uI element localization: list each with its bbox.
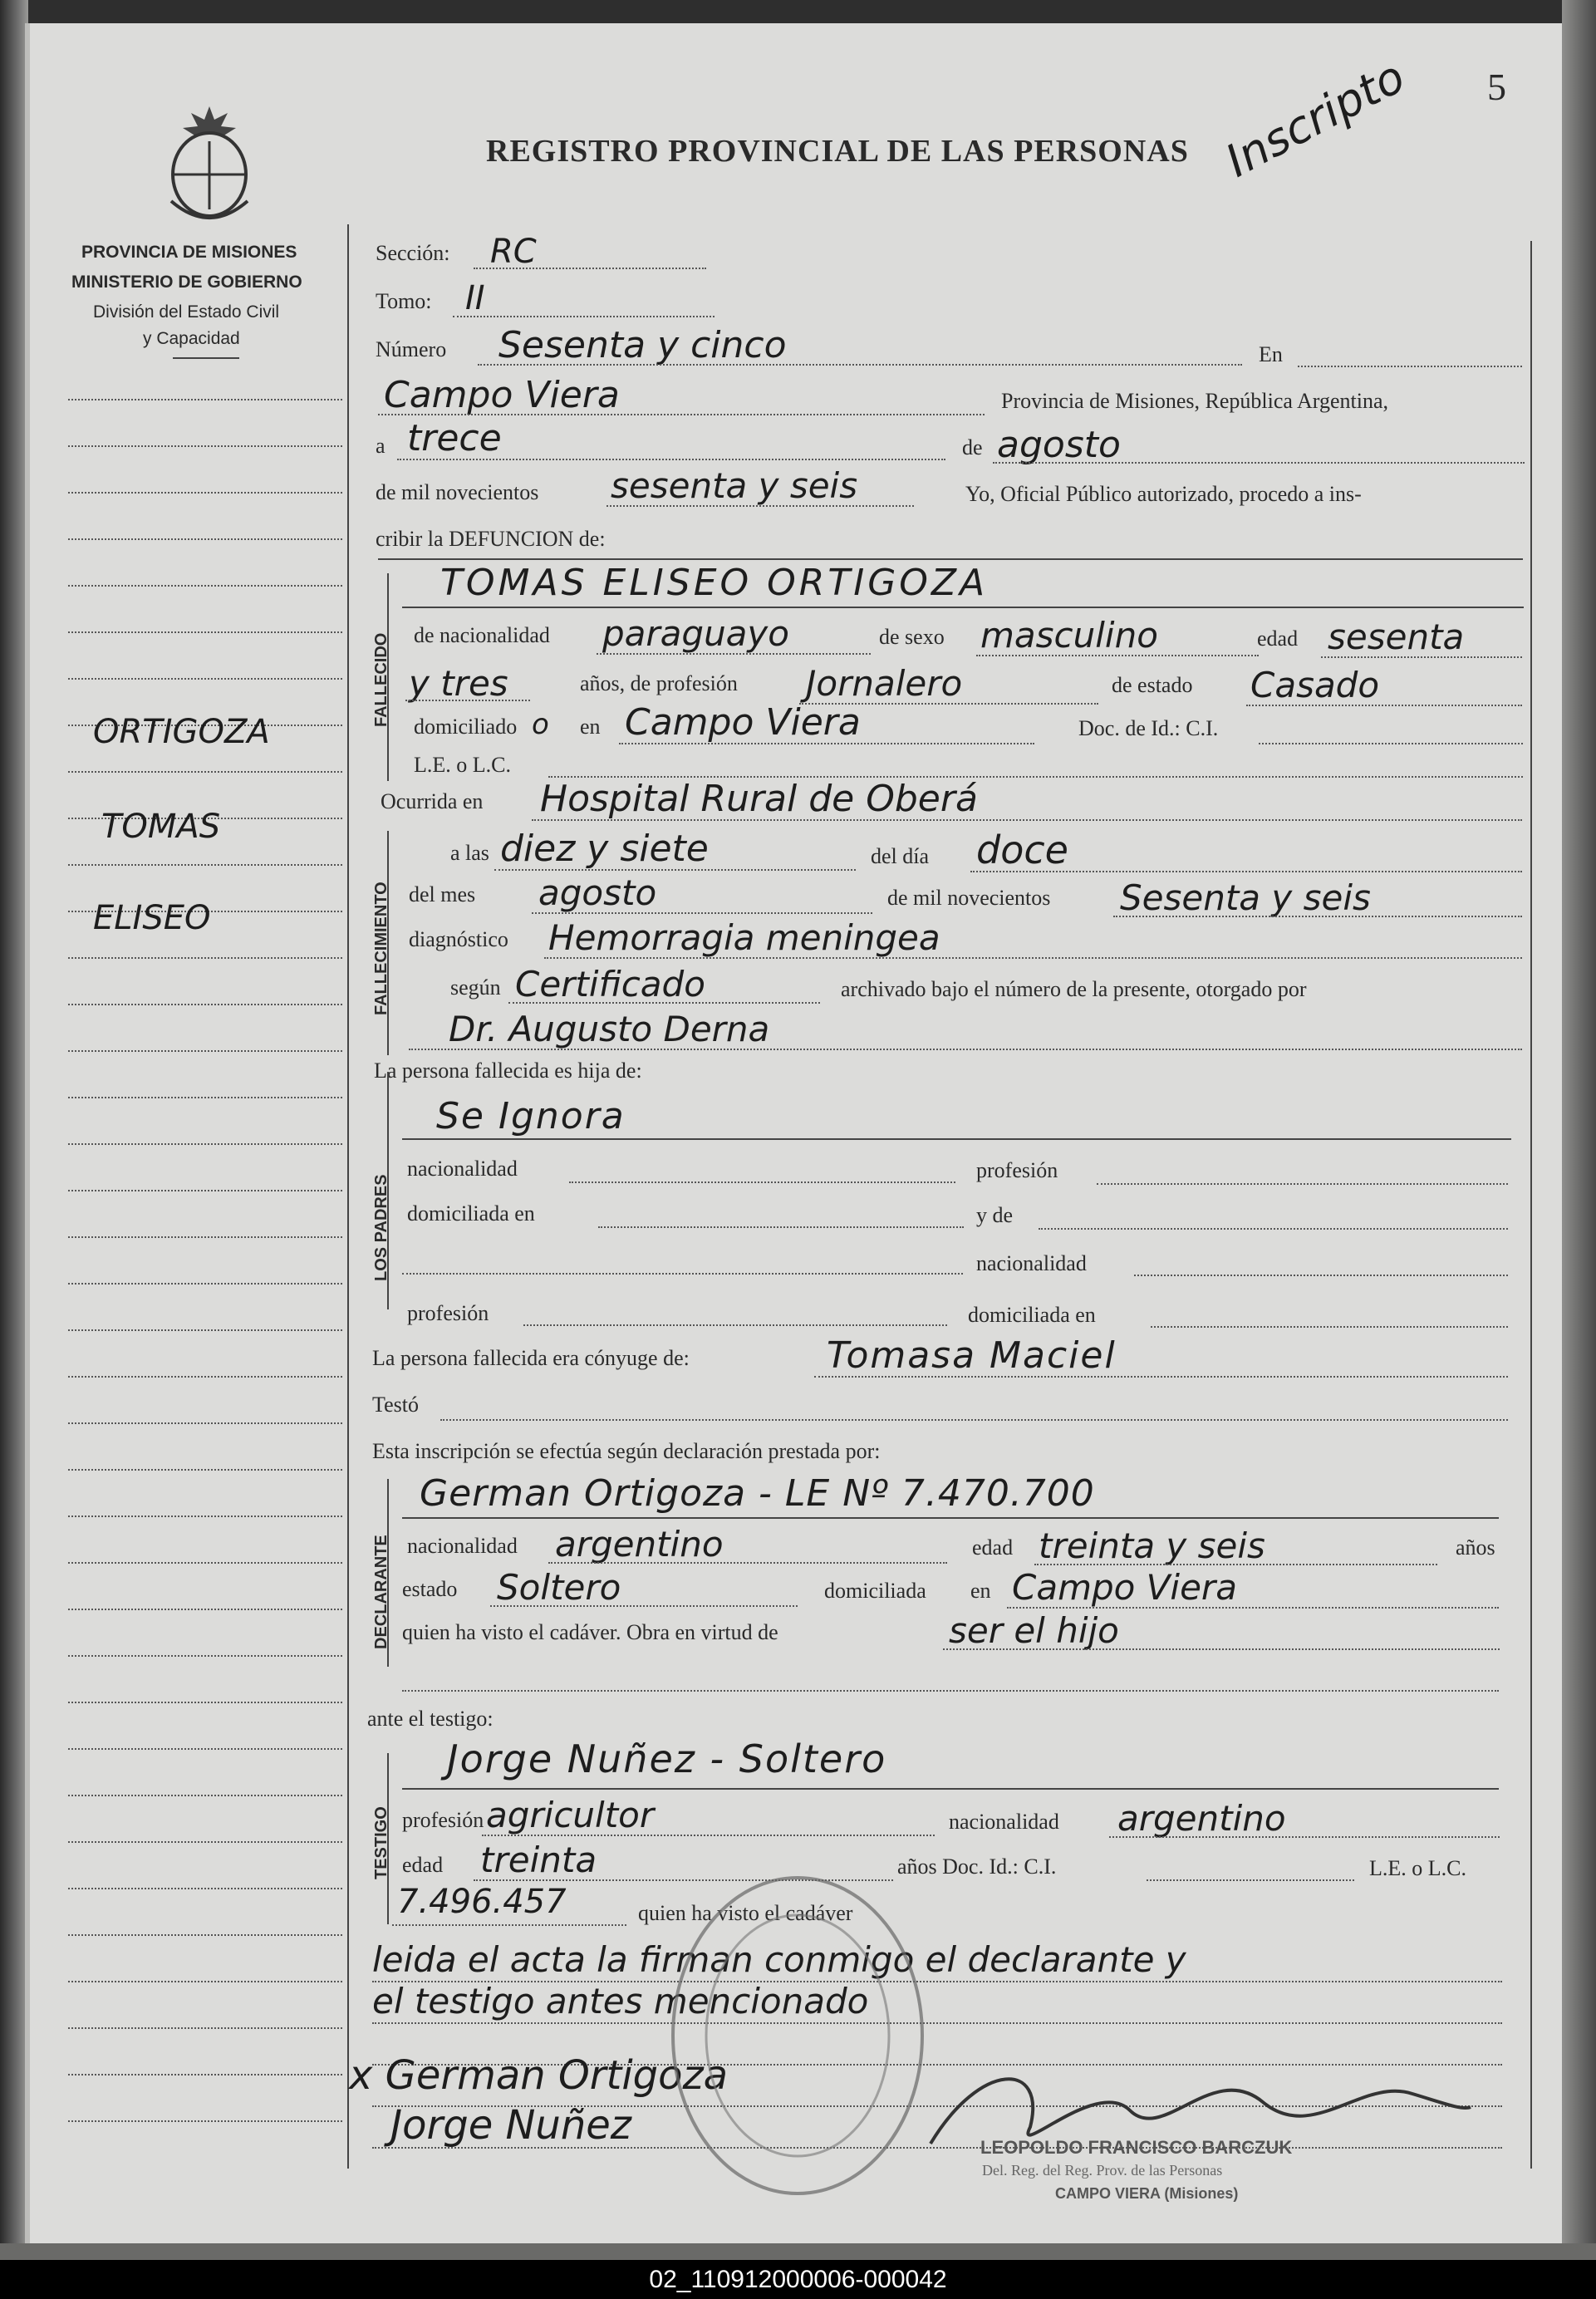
- line-padre-profesion: [1097, 1183, 1508, 1185]
- org-province: PROVINCIA DE MISIONES: [81, 243, 297, 262]
- line-dec-edad: [1034, 1564, 1437, 1565]
- org-capacity: y Capacidad: [143, 329, 240, 348]
- value-tes-edad: treinta: [480, 1840, 597, 1880]
- line-tomo: [453, 316, 715, 317]
- label-de-mil: de mil novecientos: [376, 480, 539, 504]
- value-nacionalidad: paraguayo: [602, 613, 789, 654]
- left-ruled-line: [68, 1562, 342, 1564]
- label-del-dia: del día: [871, 844, 930, 868]
- line-anio-muerte: [1113, 916, 1522, 917]
- label-padre-profesion: profesión: [976, 1158, 1058, 1182]
- line-padre-nacionalidad: [569, 1181, 955, 1183]
- line-dia-muerte: [970, 871, 1522, 872]
- label-madre-nacionalidad: nacionalidad: [976, 1251, 1087, 1275]
- left-ruled-line: [68, 1190, 342, 1191]
- line-edad2: [405, 700, 530, 701]
- margin-name2: ELISEO: [93, 899, 211, 937]
- line-en: [1298, 366, 1522, 367]
- line-mes: [993, 462, 1525, 464]
- value-dec-domicilio: Campo Viera: [1012, 1567, 1237, 1608]
- value-padres: Se Ignora: [436, 1095, 626, 1137]
- label-tes-anos-doc: años Doc. Id.: C.I.: [897, 1854, 1057, 1879]
- value-profesion: Jornalero: [806, 663, 963, 704]
- value-conyuge: Tomasa Maciel: [827, 1334, 1117, 1377]
- label-ocurrida: Ocurrida en: [381, 789, 484, 813]
- line-difunto: [402, 607, 1524, 608]
- line-testigo: [402, 1788, 1499, 1790]
- left-ruled-line: [68, 1795, 342, 1796]
- left-ruled-line: [68, 1422, 342, 1424]
- value-tes-doc: 7.496.457: [397, 1883, 567, 1921]
- label-tes-visto: quien ha visto el cadáver: [638, 1901, 853, 1925]
- label-tes-nacionalidad: nacionalidad: [949, 1810, 1059, 1834]
- signature-testigo: Jorge Nuñez: [390, 2102, 631, 2149]
- label-en-domicilio: en: [580, 715, 601, 739]
- section-divider-fallecido-top: [378, 558, 1523, 560]
- label-hija-de: La persona fallecida es hija de:: [374, 1059, 642, 1083]
- left-ruled-line: [68, 1515, 342, 1517]
- label-testo: Testó: [372, 1393, 419, 1417]
- seal-name: LEOPOLDO FRANCISCO BARCZUK: [980, 2137, 1293, 2158]
- line-madre-domiciliada: [1151, 1326, 1508, 1328]
- line-dec-domicilio: [1007, 1607, 1499, 1609]
- label-de-sexo: de sexo: [879, 625, 945, 649]
- label-padre-domiciliada: domiciliada en: [407, 1201, 535, 1226]
- line-dec-blank: [402, 1690, 1499, 1692]
- value-dec-edad: treinta y seis: [1039, 1525, 1265, 1566]
- label-cribir: cribir la DEFUNCION de:: [376, 527, 606, 551]
- line-dec-estado: [490, 1605, 798, 1607]
- margin-name1: TOMAS: [101, 808, 221, 846]
- book-binding: [0, 0, 28, 2299]
- value-tes-profesion: agricultor: [486, 1795, 655, 1835]
- seal-line3: CAMPO VIERA (Misiones): [1055, 2185, 1239, 2202]
- value-tes-nacionalidad: argentino: [1117, 1798, 1286, 1839]
- line-dec-nacionalidad: [548, 1562, 947, 1564]
- left-panel-border: [347, 224, 349, 2169]
- left-ruled-line: [68, 2074, 342, 2075]
- left-ruled-line: [68, 1748, 342, 1750]
- left-ruled-line: [68, 492, 342, 494]
- line-edad1: [1321, 656, 1522, 658]
- label-doc-id: Doc. de Id.: C.I.: [1078, 716, 1219, 740]
- line-doc-id: [1259, 743, 1523, 744]
- label-conyuge: La persona fallecida era cónyuge de:: [372, 1346, 690, 1370]
- value-tomo: II: [465, 279, 485, 317]
- inscripto-stamp: Inscripto: [1217, 50, 1413, 188]
- left-ruled-line: [68, 1329, 342, 1331]
- line-dec-virtud: [943, 1648, 1500, 1650]
- label-a: a: [376, 434, 385, 458]
- value-dec-nacionalidad: argentino: [555, 1524, 724, 1565]
- label-diagnostico: diagnóstico: [409, 927, 508, 951]
- label-archivado: archivado bajo el número de la presente, otorgado por: [841, 977, 1307, 1001]
- left-ruled-line: [68, 771, 342, 773]
- value-domicilio-suffix: o: [532, 708, 549, 741]
- line-domicilio: [619, 743, 1034, 744]
- left-ruled-line: [68, 1097, 342, 1098]
- left-ruled-line: [68, 399, 342, 400]
- left-ruled-line: [68, 538, 342, 540]
- line-madre-profesion: [523, 1324, 947, 1326]
- label-tes-edad: edad: [402, 1853, 444, 1877]
- line-numero: [478, 364, 1242, 366]
- left-ruled-line: [68, 2120, 342, 2122]
- side-label-padres: LOS PADRES: [372, 1174, 390, 1281]
- left-ruled-line: [68, 1469, 342, 1471]
- left-ruled-line: [68, 445, 342, 447]
- org-underline: [173, 357, 239, 359]
- line-tes-doc: [1147, 1879, 1354, 1881]
- line-declarante: [402, 1517, 1499, 1519]
- side-label-declarante: DECLARANTE: [372, 1535, 390, 1649]
- line-conyuge: [814, 1376, 1508, 1378]
- value-hora: diez y siete: [500, 828, 709, 870]
- line-tes-nacionalidad: [1109, 1836, 1500, 1838]
- label-edad: edad: [1257, 626, 1299, 651]
- label-de-estado: de estado: [1112, 673, 1193, 697]
- note-line2: el testigo antes mencionado: [372, 1981, 869, 2021]
- label-anos-profesion: años, de profesión: [580, 671, 738, 695]
- line-tes-doc-value: [392, 1924, 626, 1926]
- value-segun: Certificado: [515, 964, 705, 1005]
- value-diagnostico: Hemorragia meningea: [548, 917, 940, 958]
- label-tes-le-lc: L.E. o L.C.: [1369, 1856, 1466, 1880]
- label-domiciliado: domiciliado: [414, 715, 518, 739]
- line-seccion: [474, 268, 706, 269]
- value-anio-muerte: Sesenta y seis: [1120, 877, 1371, 918]
- value-ocurrida: Hospital Rural de Oberá: [540, 778, 978, 820]
- left-ruled-line: [68, 585, 342, 587]
- line-lugar: [378, 414, 985, 415]
- left-ruled-line: [68, 1934, 342, 1936]
- form-right-border: [1530, 241, 1532, 2169]
- side-label-fallecido: FALLECIDO: [372, 632, 390, 727]
- line-hora: [494, 869, 856, 871]
- line-anio: [606, 505, 914, 507]
- org-ministry: MINISTERIO DE GOBIERNO: [71, 273, 302, 292]
- line-dia: [397, 459, 945, 460]
- value-dia-muerte: doce: [976, 828, 1068, 872]
- left-ruled-line: [68, 1050, 342, 1052]
- value-domicilio: Campo Viera: [625, 701, 861, 744]
- label-segun: según: [450, 975, 501, 1000]
- left-ruled-line: [68, 957, 342, 959]
- official-seal-icon: [665, 1869, 931, 2202]
- line-mes-muerte: [532, 912, 872, 914]
- footer-id: 02_110912000006-000042: [0, 2260, 1596, 2299]
- side-label-fallecimiento: FALLECIMIENTO: [372, 882, 390, 1015]
- label-de: de: [962, 435, 983, 459]
- line-medico: [409, 1049, 1522, 1050]
- label-del-mes: del mes: [409, 882, 476, 906]
- value-medico: Dr. Augusto Derna: [449, 1009, 770, 1049]
- signature-declarante: x German Ortigoza: [349, 2052, 729, 2099]
- value-mes: agosto: [997, 424, 1121, 466]
- label-padre-nacionalidad: nacionalidad: [407, 1157, 518, 1181]
- label-madre-profesion: profesión: [407, 1301, 489, 1325]
- label-tes-profesion: profesión: [402, 1808, 484, 1832]
- left-ruled-line: [68, 1888, 342, 1889]
- left-ruled-line: [68, 1609, 342, 1610]
- left-ruled-line: [68, 1655, 342, 1657]
- label-numero: Número: [376, 337, 447, 361]
- left-ruled-line: [68, 1376, 342, 1378]
- coat-of-arms-icon: [160, 101, 259, 234]
- label-dec-estado: estado: [402, 1577, 458, 1601]
- page-bottom-edge: [0, 2243, 1596, 2260]
- label-de-nacionalidad: de nacionalidad: [414, 623, 550, 647]
- value-sexo: masculino: [980, 615, 1158, 656]
- value-difunto: TOMAS ELISEO ORTIGOZA: [440, 562, 989, 604]
- left-ruled-line: [68, 631, 342, 633]
- value-anio: sesenta y seis: [611, 465, 858, 506]
- line-madre-blank: [402, 1273, 963, 1275]
- left-ruled-line: [68, 1841, 342, 1843]
- label-dec-edad: edad: [972, 1535, 1014, 1560]
- page-number: 5: [1487, 66, 1506, 108]
- label-dec-cadaver: quien ha visto el cadáver. Obra en virtud de: [402, 1620, 778, 1644]
- label-en: En: [1259, 342, 1283, 366]
- left-ruled-line: [68, 1702, 342, 1703]
- label-y-de: y de: [976, 1203, 1014, 1227]
- label-seccion: Sección:: [376, 241, 450, 265]
- left-ruled-line: [68, 678, 342, 680]
- label-inscripcion: Esta inscripción se efectúa según declaración prestada por:: [372, 1439, 881, 1463]
- line-testo: [440, 1419, 1508, 1421]
- line-segun: [508, 1002, 820, 1004]
- label-tomo: Tomo:: [376, 289, 432, 313]
- label-dec-domiciliada: domiciliada: [824, 1579, 926, 1603]
- left-ruled-line: [68, 1283, 342, 1285]
- seal-line2: Del. Reg. del Reg. Prov. de las Personas: [982, 2162, 1223, 2179]
- left-ruled-line: [68, 1981, 342, 1982]
- left-ruled-line: [68, 1004, 342, 1005]
- label-provincia: Provincia de Misiones, República Argentina,: [1001, 389, 1388, 413]
- label-dec-nacionalidad: nacionalidad: [407, 1534, 518, 1558]
- value-estado: Casado: [1250, 665, 1380, 705]
- line-y-de: [1039, 1228, 1508, 1230]
- value-lugar: Campo Viera: [384, 374, 620, 416]
- line-diagnostico: [544, 957, 1522, 959]
- label-ante-testigo: ante el testigo:: [367, 1707, 494, 1731]
- left-ruled-line: [68, 1236, 342, 1238]
- label-dec-anos: años: [1456, 1535, 1495, 1560]
- label-dec-en: en: [970, 1579, 991, 1603]
- line-padre-domiciliada: [598, 1226, 964, 1228]
- value-seccion: RC: [490, 233, 537, 271]
- left-ruled-line: [68, 2027, 342, 2029]
- value-numero: Sesenta y cinco: [498, 324, 787, 366]
- value-declarante: German Ortigoza - LE Nº 7.470.700: [420, 1472, 1095, 1515]
- value-dia: trece: [407, 417, 502, 459]
- left-ruled-line: [68, 1143, 342, 1145]
- value-dec-virtud: ser el hijo: [949, 1610, 1119, 1651]
- label-le-lc: L.E. o L.C.: [414, 753, 511, 777]
- value-dec-estado: Soltero: [497, 1567, 621, 1608]
- line-tes-profesion: [482, 1835, 935, 1836]
- line-estado: [1246, 705, 1522, 706]
- line-madre-nacionalidad: [1134, 1275, 1508, 1276]
- value-edad1: sesenta: [1328, 617, 1465, 657]
- line-padres: [402, 1138, 1511, 1140]
- margin-surname: ORTIGOZA: [93, 713, 270, 751]
- page-title: REGISTRO PROVINCIAL DE LAS PERSONAS: [486, 134, 1189, 169]
- page-edge: [1562, 0, 1596, 2299]
- label-madre-domiciliada: domiciliada en: [968, 1303, 1096, 1327]
- note-line1: leida el acta la firman conmigo el declarante y: [372, 1939, 1186, 1980]
- value-edad2: y tres: [409, 663, 508, 704]
- value-testigo: Jorge Nuñez - Soltero: [447, 1737, 887, 1781]
- line-nacionalidad: [597, 653, 871, 655]
- line-sexo: [976, 655, 1259, 656]
- org-division: División del Estado Civil: [93, 302, 280, 322]
- label-a-las: a las: [450, 841, 489, 865]
- line-ocurrida: [532, 819, 1522, 821]
- value-mes-muerte: agosto: [538, 872, 657, 913]
- label-de-mil-muerte: de mil novecientos: [887, 886, 1051, 910]
- line-note2: [372, 2022, 1502, 2024]
- label-yo-oficial: Yo, Oficial Público autorizado, procedo a ins-: [965, 482, 1362, 506]
- side-label-testigo: TESTIGO: [372, 1806, 390, 1879]
- left-ruled-line: [68, 864, 342, 866]
